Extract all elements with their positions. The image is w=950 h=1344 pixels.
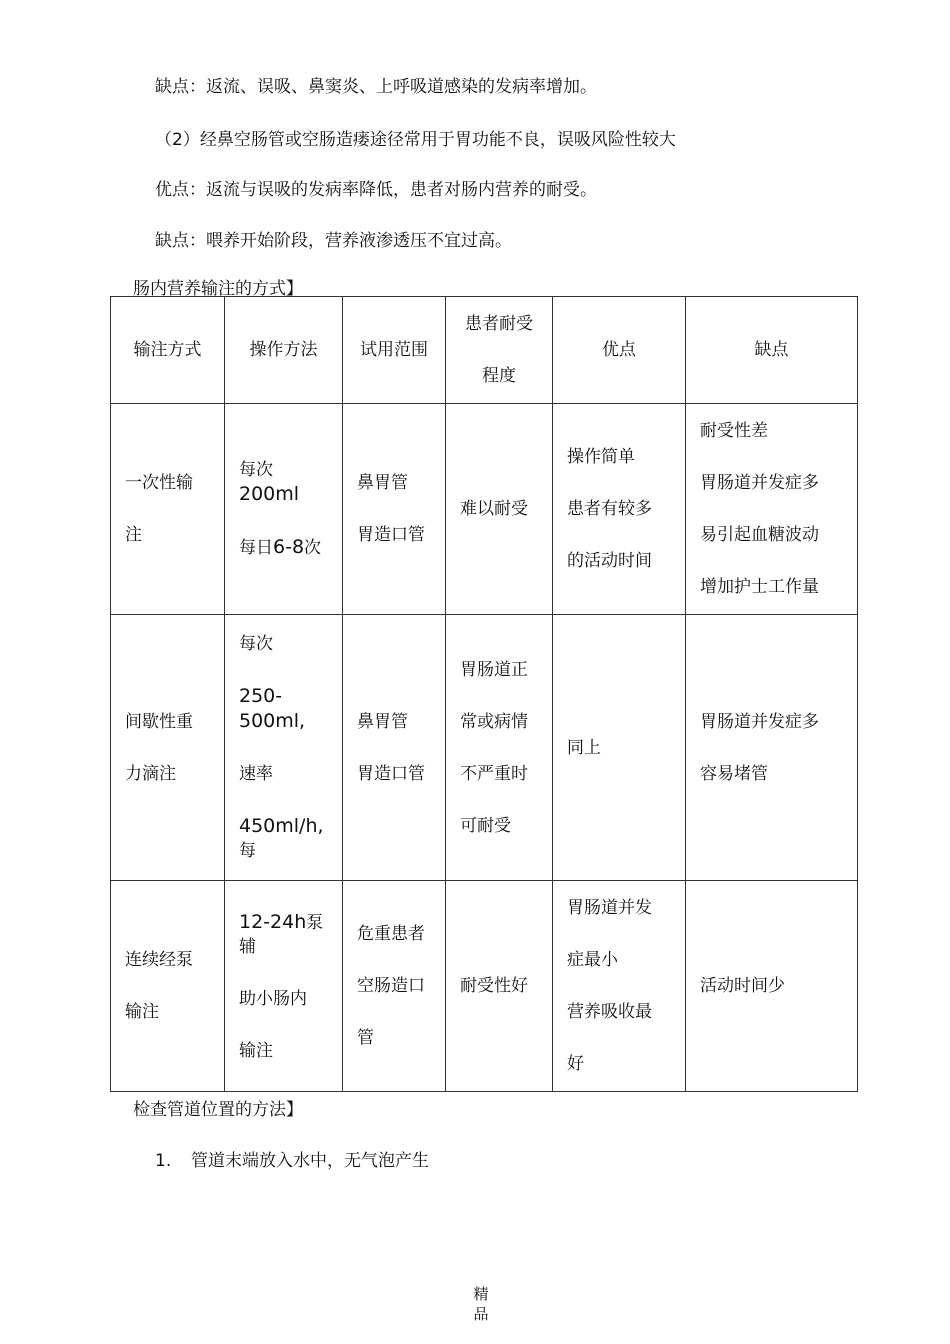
row1-method-dose [239,458,328,507]
row2-mode [111,615,225,881]
row1-scope-line1: 鼻胃管 [357,473,408,493]
row2-tolerance-line3: 不严重时 [460,763,528,784]
row3-method-assist: 辅 [239,936,256,957]
row1-cons-line1: 耐受性差 [700,421,768,441]
row1-mode [111,404,225,615]
paragraph-pros: 优点：返流与误吸的发病率降低，患者对肠内营养的耐受。 [155,180,597,200]
header-scope: 试用范围 [343,297,446,404]
row3-cons: 活动时间少 [686,881,858,1092]
row3-method-line4: 输注 [239,1040,273,1061]
header-mode: 输注方式 [111,297,225,404]
row2-scope-line1: 鼻胃管 [357,711,408,732]
row3-scope-line3: 管 [357,1028,374,1048]
row1-method-volume: 200ml [239,483,300,505]
header-tolerance-line2: 程度 [482,366,516,386]
row2-mode-line2: 力滴注 [125,763,176,784]
row3-pros-line2: 症最小 [567,950,618,970]
row1-pros [553,404,686,615]
row1-method-unit: 次 [304,538,322,558]
section-title-infusion: 肠内营养输注的方式】 [133,279,303,299]
row3-pros-line3: 营养吸收最 [567,1002,652,1022]
row3-scope [343,881,446,1092]
header-cons: 缺点 [686,297,858,404]
row3-scope-line2: 空肠造口 [357,976,425,996]
row2-method-volume [239,684,328,734]
row3-mode-line1: 连续经泵 [125,950,193,970]
table-header-row [111,297,858,404]
row1-mode-line2: 注 [125,525,142,545]
row2-pros: 同上 [553,615,686,881]
row1-pros-line2: 患者有较多 [567,499,652,519]
row2-method-volume-b: 500ml, [239,710,306,732]
row2-method-rate [239,814,328,863]
list-item [155,1146,429,1171]
table-row [111,615,858,881]
row2-tolerance-line4: 可耐受 [460,815,511,836]
row2-method-rate-label: 速率 [239,764,273,784]
row3-method-pump: 泵 [306,912,324,933]
row1-tolerance: 难以耐受 [446,404,553,615]
infusion-methods-table [110,296,858,1092]
row2-mode-line1: 间歇性重 [125,711,193,732]
row3-pros-line4: 好 [567,1054,584,1074]
row2-method-rate-value: 450ml/h, [239,815,324,837]
row1-method-daily: 每日 [239,538,273,558]
row3-pros-line1: 胃肠道并发 [567,898,652,918]
row1-method [225,404,343,615]
row1-cons-line2: 胃肠道并发症多 [700,473,819,493]
row1-scope [343,404,446,615]
row3-method [225,881,343,1092]
header-method: 操作方法 [225,297,343,404]
footer-watermark [471,1284,491,1324]
row1-method-each: 每次 [239,460,273,480]
row2-scope [343,615,446,881]
row2-scope-line2: 胃造口管 [357,763,425,784]
list-item-number: 1. [155,1151,172,1171]
row2-method-line1: 每次 [239,634,273,654]
row2-cons [686,615,858,881]
header-tolerance-line1: 患者耐受 [465,314,533,334]
paragraph-cons-1: 缺点：返流、误吸、鼻窦炎、上呼吸道感染的发病率增加。 [155,77,597,97]
row2-method [225,615,343,881]
list-item-text: 管道末端放入水中，无气泡产生 [191,1151,429,1171]
row3-tolerance: 耐受性好 [446,881,553,1092]
row1-cons [686,404,858,615]
row1-pros-line1: 操作简单 [567,447,635,467]
section-title-tube-position: 检查管道位置的方法】 [133,1100,303,1120]
row1-method-times: 6-8 [273,536,305,558]
row3-method-hours: 12-24h [239,910,307,933]
row1-pros-line3: 的活动时间 [567,551,652,571]
row3-method-line3: 助小肠内 [239,988,307,1009]
row3-method-duration [239,910,328,959]
row2-cons-line1: 胃肠道并发症多 [700,711,819,732]
row3-mode [111,881,225,1092]
paragraph-cons-2: 缺点：喂养开始阶段，营养液渗透压不宜过高。 [155,231,512,251]
row1-mode-line1: 一次性输 [125,473,193,493]
row2-tolerance-line2: 常或病情 [460,711,528,732]
row1-scope-line2: 胃造口管 [357,525,425,545]
header-pros: 优点 [553,297,686,404]
row2-tolerance-line1: 胃肠道正 [460,659,528,680]
row1-method-frequency [239,521,328,574]
row2-cons-line2: 容易堵管 [700,763,768,784]
row1-cons-line3: 易引起血糖波动 [700,525,819,545]
header-tolerance [446,297,553,404]
table-row [111,404,858,615]
footer-char-1: 精 [473,1285,489,1303]
paragraph-route-2: （2）经鼻空肠管或空肠造瘘途径常用于胃功能不良，误吸风险性较大 [155,130,676,150]
table-row [111,881,858,1092]
row2-method-each: 每 [239,841,256,861]
row3-scope-line1: 危重患者 [357,924,425,944]
row3-mode-line2: 输注 [125,1002,159,1022]
row2-tolerance [446,615,553,881]
row1-cons-line4: 增加护士工作量 [700,577,819,597]
row3-pros [553,881,686,1092]
footer-char-2: 品 [473,1305,489,1323]
row2-method-volume-a: 250- [239,685,283,707]
